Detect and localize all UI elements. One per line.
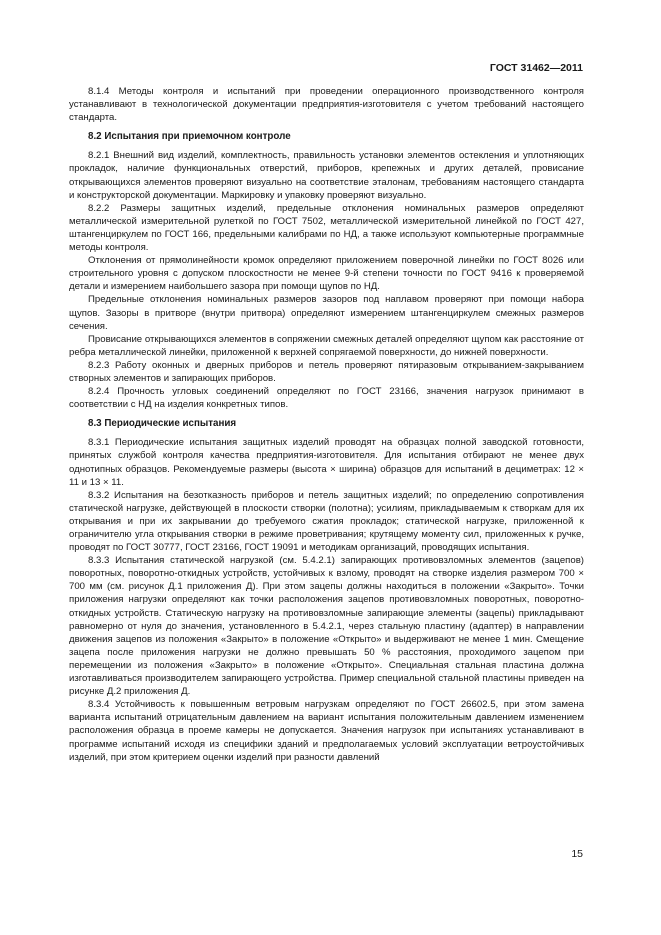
section-heading-8-2: 8.2 Испытания при приемочном контроле — [88, 131, 291, 143]
paragraph-8-2-2-straightness: Отклонения от прямолинейности кромок определяют приложением поверочной линейки по ГОСТ 8026 или строительного уровня с допуском плоскостности не менее 9-й степени точности по ГОСТ 9416 к проверяемой детали и измерением наибольшего зазора при помощи щупов по НД. — [69, 255, 584, 293]
paragraph-8-3-4: 8.3.4 Устойчивость к повышенным ветровым нагрузкам определяют по ГОСТ 26602.5, при этом замена варианта испытаний отрицательным давлением на вариант испытания положительным давлением изменением расположения образца в проеме камеры не допускается. Значения нагрузок при испытаниях устанавливают в программе испытаний исходя из специфики зданий и предполагаемых условий эксплуатации ветроустойчивых изделий, при этом критерием оценки изделий при разности давлений — [69, 699, 584, 763]
section-heading-8-3: 8.3 Периодические испытания — [88, 418, 237, 430]
paragraph-8-3-1: 8.3.1 Периодические испытания защитных изделий проводят на образцах полной заводской готовности, принятых службой контроля качества предприятия-изготовителя. Для испытания отбирают не менее двух однотипных образцов. Рекомендуемые размеры (высота × ширина) образцов для испытаний в дециметрах: 12 × 11 и 13 × 11. — [69, 437, 584, 488]
paragraph-8-2-2: 8.2.2 Размеры защитных изделий, предельные отклонения номинальных размеров определяют металлической измерительной рулеткой по ГОСТ 7502, металлической измерительной линейкой по ГОСТ 427, штангенциркулем по ГОСТ 166, предельными калибрами по НД, а также используют компьютерные программные методы контроля. — [69, 202, 584, 254]
paragraph-8-3-2: 8.3.2 Испытания на безотказность приборов и петель защитных изделий; по определению сопротивления статической нагрузке, действующей в плоскости створки (полотна); усилиям, прикладываемым к створкам для их открывания и при их закрывании до требуемого сжатия прокладок; статической нагрузке, приложенной к ограничителю угла открывания створки в режиме проветривания; крутящему моменту сил, приложенных к ручке, проводят по ГОСТ 30777, ГОСТ 23166, ГОСТ 19091 и методикам организаций, проводящих испытания. — [69, 489, 584, 554]
paragraph-8-2-3: 8.2.3 Работу оконных и дверных приборов и петель проверяют пятиразовым открыванием-закрыванием створных элементов и запирающих приборов. — [69, 359, 584, 384]
paragraph-8-2-2-gaps: Предельные отклонения номинальных размеров зазоров под наплавом проверяют при помощи набора щупов. Зазоры в притворе (внутри притвора) определяют измерением штангенциркулем смежных размеров сечения. — [69, 294, 584, 332]
paragraph-8-3-3: 8.3.3 Испытания статической нагрузкой (см. 5.4.2.1) запирающих противовзломных элементов (зацепов) поворотных, поворотно-откидных устройств, устойчивых к взлому, проводят на створке изделия размером 700 × 700 мм (см. рисунок Д.1 приложения Д). При этом зацепы должны находиться в положении «Закрыто». Точки приложения нагрузки определяют как точки расположения зацепов противовзломных поворотных, поворотно-откидных устройств. Статическую нагрузку на противовзломные запирающие элементы (зацепы) прикладывают равномерно от нуля до значения, установленного в 5.4.2.1, через стальную пластину (адаптер) в направлении движения зацепов из положения «Закрыто» в положение «Открыто» и выдерживают не менее 1 мин. Смещение зацепа после приложения нагрузки не должно превышать 50 % расстояния, проходимого зацепом при перемещении из положения «Закрыто» в положение «Открыто». Специальная стальная пластина должна изготавливаться производителем запирающего устройства. Пример специальной стальной пластины приведен на рисунке Д.2 приложения Д. — [69, 555, 584, 698]
paragraph-8-2-4: 8.2.4 Прочность угловых соединений определяют по ГОСТ 23166, значения нагрузок принимают в соответствии с НД на изделия конкретных типов. — [69, 386, 584, 411]
document-header: ГОСТ 31462—2011 — [489, 62, 583, 74]
page-number: 15 — [571, 848, 583, 860]
paragraph-8-1-4: 8.1.4 Методы контроля и испытаний при проведении операционного производственного контроля устанавливают в технологической документации предприятия-изготовителя с учетом требований настоящего стандарта. — [69, 86, 584, 124]
document-body — [69, 85, 584, 764]
paragraph-8-2-1: 8.2.1 Внешний вид изделий, комплектность, правильность установки элементов остекления и уплотняющих прокладок, наличие функциональных отверстий, приборов, крепежных и других деталей, провисание открывающихся элементов проверяют визуально на соответствие эталонам, требованиям настоящего стандарта и конструкторской документации. Маркировку и упаковку проверяют визуально. — [69, 150, 584, 201]
paragraph-8-2-2-sagging: Провисание открывающихся элементов в сопряжении смежных деталей определяют щупом как расстояние от ребра металлической линейки, приложенной к верхней сопрягаемой поверхности, до нижней поверхности. — [69, 333, 584, 358]
